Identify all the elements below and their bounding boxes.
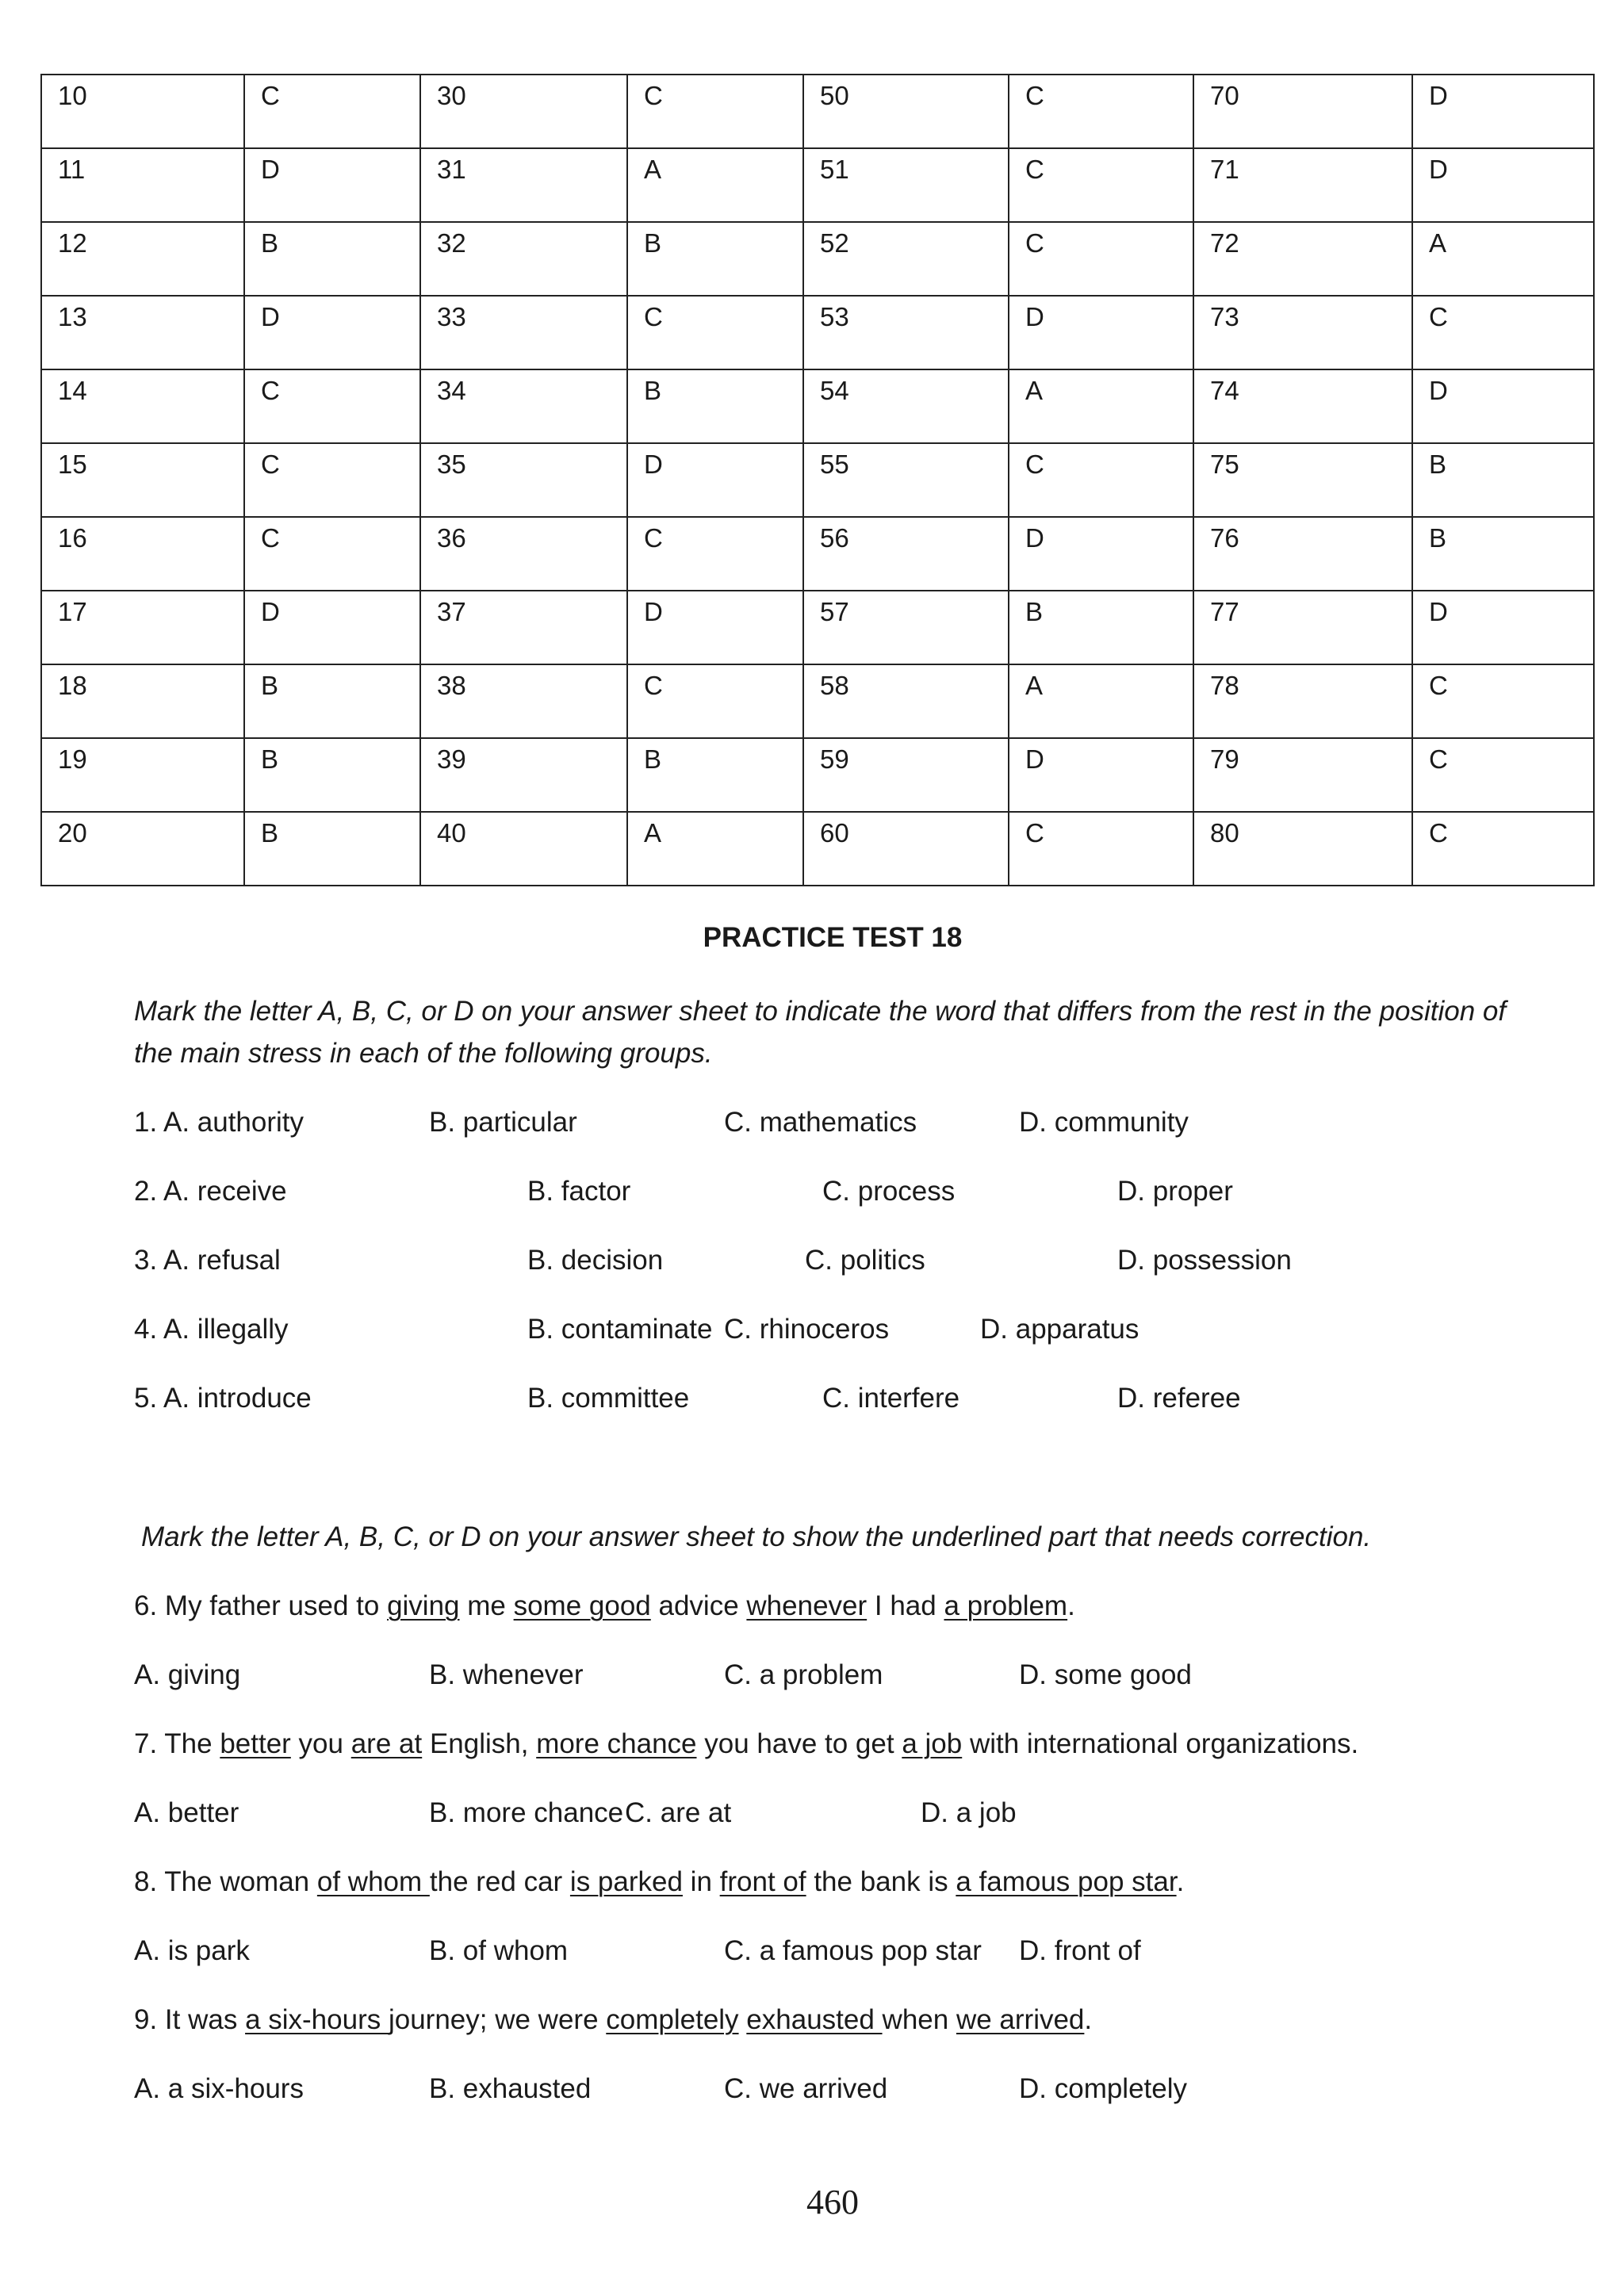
question-number-cell: 78 — [1193, 664, 1412, 738]
section2-instruction: Mark the letter A, B, C, or D on your answer sheet to show the underlined part that needs correction. — [141, 1521, 1372, 1552]
question-number-cell: 16 — [41, 517, 244, 591]
underlined-part-a: a six-hours — [245, 2004, 389, 2035]
option-d: D. community — [1019, 1107, 1189, 1138]
option-a: 4. A. illegally — [134, 1314, 289, 1345]
question-number-cell: 53 — [803, 296, 1009, 369]
question-number-cell: 75 — [1193, 443, 1412, 517]
underlined-part-d: a job — [902, 1728, 963, 1759]
question-number-cell: 55 — [803, 443, 1009, 517]
answer-row — [41, 222, 1594, 296]
option-b: B. committee — [527, 1383, 690, 1414]
page-number: 460 — [806, 2183, 859, 2221]
answer-letter-cell: C — [627, 296, 803, 369]
answer-letter-cell: C — [627, 664, 803, 738]
question-number-cell: 14 — [41, 369, 244, 443]
question-number-cell: 79 — [1193, 738, 1412, 812]
option-c: C. are at — [625, 1797, 732, 1828]
underlined-part-c: whenever — [746, 1590, 868, 1621]
answer-letter-cell: D — [1412, 148, 1594, 222]
answer-letter-cell: C — [1009, 812, 1193, 886]
option-b: B. exhausted — [429, 2073, 592, 2104]
question-number-cell: 60 — [803, 812, 1009, 886]
answer-letter-cell: C — [244, 443, 420, 517]
answer-letter-cell: A — [1412, 222, 1594, 296]
underlined-part-d: a problem — [944, 1590, 1068, 1621]
answer-letter-cell: C — [1412, 664, 1594, 738]
answer-letter-cell: D — [244, 148, 420, 222]
option-c: C. a problem — [724, 1659, 883, 1690]
answer-letter-cell: D — [1009, 296, 1193, 369]
option-c: C. a famous pop star — [724, 1935, 982, 1966]
answer-letter-cell: A — [1009, 664, 1193, 738]
question-number-cell: 34 — [420, 369, 627, 443]
question-number-cell: 11 — [41, 148, 244, 222]
option-d: D. referee — [1117, 1383, 1241, 1414]
question-number-cell: 30 — [420, 75, 627, 148]
question-number-cell: 72 — [1193, 222, 1412, 296]
question-number-cell: 70 — [1193, 75, 1412, 148]
answer-letter-cell: C — [1412, 738, 1594, 812]
underlined-part-d: we arrived — [956, 2004, 1085, 2035]
answer-letter-cell: B — [244, 738, 420, 812]
answer-letter-cell: D — [1412, 75, 1594, 148]
answer-row — [41, 664, 1594, 738]
answer-letter-cell: C — [1009, 222, 1193, 296]
question-number-cell: 73 — [1193, 296, 1412, 369]
answer-key-table — [40, 74, 1595, 886]
answer-row — [41, 591, 1594, 664]
answer-row — [41, 443, 1594, 517]
answer-letter-cell: C — [1009, 443, 1193, 517]
answer-letter-cell: C — [1412, 296, 1594, 369]
question-number-cell: 50 — [803, 75, 1009, 148]
question-number-cell: 40 — [420, 812, 627, 886]
question-number-cell: 74 — [1193, 369, 1412, 443]
question-number-cell: 52 — [803, 222, 1009, 296]
option-c: C. process — [822, 1176, 956, 1207]
question-number-cell: 36 — [420, 517, 627, 591]
question-number-cell: 32 — [420, 222, 627, 296]
answer-letter-cell: C — [244, 517, 420, 591]
option-b: B. more chance — [429, 1797, 624, 1828]
option-b: B. whenever — [429, 1659, 584, 1690]
question-number-cell: 33 — [420, 296, 627, 369]
option-a: A. a six-hours — [134, 2073, 304, 2104]
answer-letter-cell: D — [244, 591, 420, 664]
option-c: C. interfere — [822, 1383, 960, 1414]
question-number-cell: 35 — [420, 443, 627, 517]
question-number-cell: 13 — [41, 296, 244, 369]
answer-letter-cell: C — [244, 369, 420, 443]
answer-letter-cell: B — [627, 738, 803, 812]
question-number-cell: 56 — [803, 517, 1009, 591]
question-number-cell: 17 — [41, 591, 244, 664]
option-a: 5. A. introduce — [134, 1383, 312, 1414]
test-title: PRACTICE TEST 18 — [703, 922, 963, 953]
option-a: A. better — [134, 1797, 239, 1828]
question-number-cell: 80 — [1193, 812, 1412, 886]
option-b: B. decision — [527, 1245, 664, 1276]
question-number-cell: 76 — [1193, 517, 1412, 591]
option-d: D. front of — [1019, 1935, 1141, 1966]
option-b: B. of whom — [429, 1935, 569, 1966]
answer-letter-cell: C — [1412, 812, 1594, 886]
underlined-part-b: is parked — [569, 1866, 683, 1897]
option-d: D. completely — [1019, 2073, 1188, 2104]
option-b: B. particular — [429, 1107, 577, 1138]
answer-letter-cell: C — [1009, 148, 1193, 222]
answer-letter-cell: D — [1412, 369, 1594, 443]
question-number-cell: 58 — [803, 664, 1009, 738]
answer-letter-cell: C — [244, 75, 420, 148]
question-number-cell: 51 — [803, 148, 1009, 222]
question-number-cell: 77 — [1193, 591, 1412, 664]
underlined-part-a: of whom — [316, 1866, 430, 1897]
question-number-cell: 39 — [420, 738, 627, 812]
question-number-cell: 15 — [41, 443, 244, 517]
option-a: A. giving — [134, 1659, 241, 1690]
answer-letter-cell: B — [1009, 591, 1193, 664]
answer-letter-cell: D — [627, 443, 803, 517]
option-d: D. apparatus — [980, 1314, 1139, 1345]
option-b: B. contaminate — [527, 1314, 713, 1345]
option-d: D. some good — [1019, 1659, 1192, 1690]
answer-row — [41, 369, 1594, 443]
answer-letter-cell: B — [627, 222, 803, 296]
underlined-part-b: completely — [606, 2004, 739, 2035]
option-d: D. possession — [1117, 1245, 1292, 1276]
option-c: C. we arrived — [724, 2073, 888, 2104]
answer-letter-cell: C — [627, 517, 803, 591]
section1-instruction-line2: the main stress in each of the following groups. — [134, 1038, 713, 1069]
option-c: C. politics — [805, 1245, 925, 1276]
answer-letter-cell: D — [627, 591, 803, 664]
answer-row — [41, 517, 1594, 591]
question-number-cell: 59 — [803, 738, 1009, 812]
question-number-cell: 37 — [420, 591, 627, 664]
section1-instruction-line1: Mark the letter A, B, C, or D on your answer sheet to indicate the word that differs from the rest in the position of — [134, 996, 1507, 1027]
answer-letter-cell: D — [1009, 517, 1193, 591]
question-number-cell: 10 — [41, 75, 244, 148]
underlined-part-b: some good — [513, 1590, 651, 1621]
option-d: D. a job — [921, 1797, 1017, 1828]
answer-letter-cell: B — [244, 812, 420, 886]
answer-letter-cell: A — [627, 148, 803, 222]
option-d: D. proper — [1117, 1176, 1233, 1207]
underlined-part-a: giving — [387, 1590, 460, 1621]
answer-row — [41, 296, 1594, 369]
question-8-sentence: 8. The woman of whom the red car is parked in front of the bank is a famous pop star. — [134, 1866, 1185, 1897]
answer-letter-cell: D — [1412, 591, 1594, 664]
question-6-sentence: 6. My father used to giving me some good advice whenever I had a problem. — [134, 1590, 1075, 1621]
answer-letter-cell: B — [627, 369, 803, 443]
question-number-cell: 18 — [41, 664, 244, 738]
answer-row — [41, 75, 1594, 148]
option-a: 1. A. authority — [134, 1107, 304, 1138]
answer-letter-cell: B — [244, 222, 420, 296]
question-7-sentence: 7. The better you are at English, more chance you have to get a job with international organizations. — [134, 1728, 1359, 1759]
option-b: B. factor — [527, 1176, 631, 1207]
underlined-part-a: better — [220, 1728, 291, 1759]
answer-row — [41, 812, 1594, 886]
answer-letter-cell: D — [244, 296, 420, 369]
answer-letter-cell: D — [1009, 738, 1193, 812]
underlined-part-d: a famous pop star — [956, 1866, 1177, 1897]
question-number-cell: 12 — [41, 222, 244, 296]
option-c: C. mathematics — [724, 1107, 917, 1138]
answer-row — [41, 148, 1594, 222]
answer-letter-cell: C — [1009, 75, 1193, 148]
question-number-cell: 54 — [803, 369, 1009, 443]
answer-letter-cell: B — [1412, 443, 1594, 517]
answer-row — [41, 738, 1594, 812]
question-number-cell: 20 — [41, 812, 244, 886]
question-9-sentence: 9. It was a six-hours journey; we were completely exhausted when we arrived. — [134, 2004, 1093, 2035]
underlined-part-c: more chance — [536, 1728, 697, 1759]
option-a: 3. A. refusal — [134, 1245, 281, 1276]
question-number-cell: 57 — [803, 591, 1009, 664]
answer-letter-cell: A — [627, 812, 803, 886]
underlined-part-c: exhausted — [746, 2004, 883, 2035]
question-number-cell: 31 — [420, 148, 627, 222]
answer-letter-cell: A — [1009, 369, 1193, 443]
question-number-cell: 19 — [41, 738, 244, 812]
option-a: 2. A. receive — [134, 1176, 287, 1207]
answer-letter-cell: B — [1412, 517, 1594, 591]
underlined-part-c: front of — [719, 1866, 806, 1897]
option-c: C. rhinoceros — [724, 1314, 890, 1345]
answer-letter-cell: B — [244, 664, 420, 738]
question-number-cell: 38 — [420, 664, 627, 738]
answer-letter-cell: C — [627, 75, 803, 148]
option-a: A. is park — [134, 1935, 250, 1966]
question-number-cell: 71 — [1193, 148, 1412, 222]
underlined-part-b: are at — [350, 1728, 423, 1759]
